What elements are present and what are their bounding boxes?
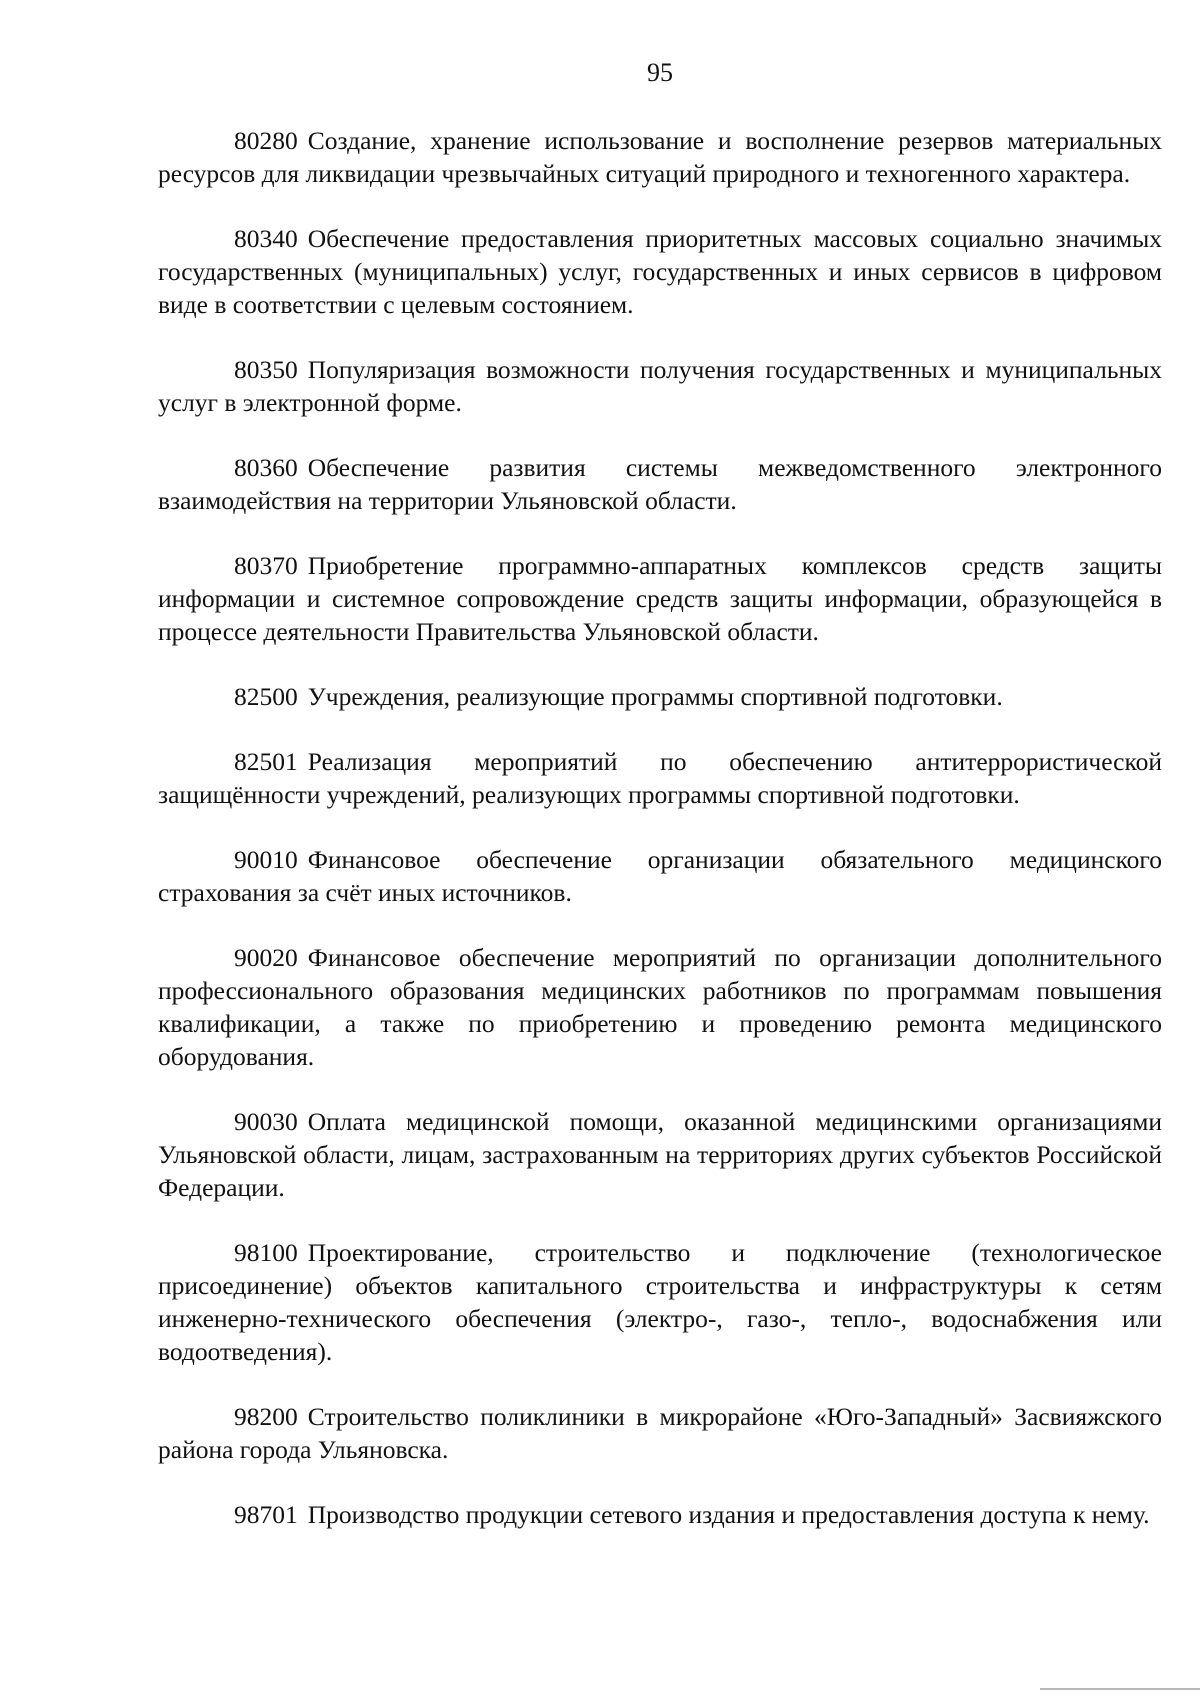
entry-code: 82500 (234, 682, 298, 711)
entry-code: 80280 (234, 126, 298, 155)
entry-code: 90010 (234, 845, 298, 874)
entry-text: Финансовое обеспечение организации обязательного медицинского страхования за счёт иных источников. (158, 845, 1162, 907)
entry-98100 (158, 1236, 1162, 1368)
entry-90020 (158, 941, 1162, 1073)
entry-text: Реализация мероприятий по обеспечению антитеррористической защищённости учреждений, реализующих программы спортивной подготовки. (158, 747, 1162, 809)
entry-90010 (158, 843, 1162, 909)
entry-code: 98100 (234, 1238, 298, 1267)
entry-code: 80350 (234, 355, 298, 384)
entry-text: Обеспечение развития системы межведомственного электронного взаимодействия на территории Ульяновской области. (158, 453, 1162, 515)
entry-82501 (158, 745, 1162, 811)
entry-80370 (158, 549, 1162, 648)
entry-90030 (158, 1105, 1162, 1204)
entry-text: Оплата медицинской помощи, оказанной медицинскими организациями Ульяновской области, лицам, застрахованным на территориях других субъектов Российской Федерации. (158, 1107, 1162, 1202)
entry-80340 (158, 222, 1162, 321)
entry-text: Финансовое обеспечение мероприятий по организации дополнительного профессионального образования медицинских работников по программам повышения квалификации, а также по приобретению и проведению ремонта медицинского оборудования. (158, 943, 1162, 1071)
entry-98701 (158, 1498, 1162, 1531)
entry-code: 80360 (234, 453, 298, 482)
document-body (158, 124, 1162, 1563)
scan-edge-line (1040, 1688, 1200, 1690)
entry-80360 (158, 451, 1162, 517)
entry-code: 98701 (234, 1500, 298, 1529)
entry-text: Проектирование, строительство и подключение (технологическое присоединение) объектов капитального строительства и инфраструктуры к сетям инженерно-технического обеспечения (электро-, газо-, тепло-, водоснабжения или водоотведения). (158, 1238, 1162, 1366)
entry-text: Обеспечение предоставления приоритетных массовых социально значимых государственных (муниципальных) услуг, государственных и иных сервисов в цифровом виде в соответствии с целевым состоянием. (158, 224, 1162, 319)
entry-text: Создание, хранение использование и восполнение резервов материальных ресурсов для ликвидации чрезвычайных ситуаций природного и техногенного характера. (158, 126, 1162, 188)
entry-code: 90030 (234, 1107, 298, 1136)
entry-98200 (158, 1400, 1162, 1466)
entry-text: Приобретение программно-аппаратных комплексов средств защиты информации и системное сопровождение средств защиты информации, образующейся в процессе деятельности Правительства Ульяновской области. (158, 551, 1162, 646)
entry-text: Популяризация возможности получения государственных и муниципальных услуг в электронной форме. (158, 355, 1162, 417)
entry-80280 (158, 124, 1162, 190)
entry-80350 (158, 353, 1162, 419)
entry-text: Учреждения, реализующие программы спортивной подготовки. (307, 682, 1003, 711)
entry-text: Строительство поликлиники в микрорайоне «Юго-Западный» Засвияжского района города Ульяновска. (158, 1402, 1162, 1464)
entry-code: 82501 (234, 747, 298, 776)
entry-code: 98200 (234, 1402, 298, 1431)
entry-code: 80340 (234, 224, 298, 253)
entry-text: Производство продукции сетевого издания и предоставления доступа к нему. (307, 1500, 1150, 1529)
entry-code: 90020 (234, 943, 298, 972)
page-number: 95 (647, 58, 673, 87)
entry-code: 80370 (234, 551, 298, 580)
entry-82500 (158, 680, 1162, 713)
